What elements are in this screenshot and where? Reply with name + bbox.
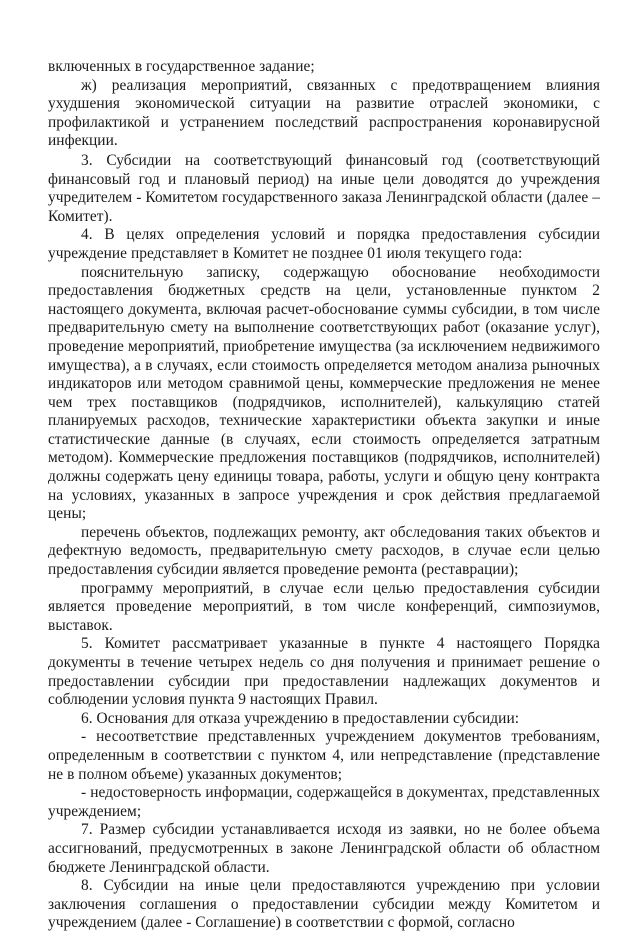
- paragraph-7: 7. Размер субсидии устанавливается исходя из заявки, но не более объема ассигнований, предусмотренных в законе Ленинградской области об областном бюджете Ленинградской области.: [48, 821, 600, 876]
- paragraph-8: 8. Субсидии на иные цели предоставляются учреждению при условии заключения соглашения о предоставлении субсидии между Комитетом и учреждением (далее - Соглашение) в соответствии с формой, согласно: [48, 877, 600, 932]
- paragraph-4-repair-list: перечень объектов, подлежащих ремонту, акт обследования таких объектов и дефектную ведомость, предварительную смету расходов, в случае если целью предоставления субсидии является проведение ремонта (реставрации);: [48, 523, 600, 579]
- paragraph-5: 5. Комитет рассматривает указанные в пункте 4 настоящего Порядка документы в течение четырех недель со дня получения и принимает решение о предоставлении субсидии при предоставлении надлежащих документов и соблюдении условия пункта 9 настоящих Правил.: [48, 635, 600, 709]
- paragraph-6-nonconformity: - несоответствие представленных учреждением документов требованиям, определенным в соответствии с пунктом 4, или непредставление (представление не в полном объеме) указанных документов;: [48, 728, 600, 783]
- paragraph-3: 3. Субсидии на соответствующий финансовый год (соответствующий финансовый год и плановый период) на иные цели доводятся до учреждения учредителем - Комитетом государственного заказа Ленинградской области (далее – Комитет).: [48, 151, 600, 225]
- paragraph-4: 4. В целях определения условий и порядка предоставления субсидии учреждение представляет в Комитет не позднее 01 июля текущего года:: [48, 226, 600, 262]
- paragraph-continuation: включенных в государственное задание;: [48, 58, 315, 75]
- paragraph-4-explanatory-note: пояснительную записку, содержащую обоснование необходимости предоставления бюджетных средств на цели, установленные пунктом 2 настоящего документа, включая расчет-обоснование суммы субсидии, в том числе предварительную смету на выполнение соответствующих работ (оказание услуг), проведение мероприятий, приобретение имущества (за исключением недвижимого имущества), а в случаях, если стоимость определяется методом анализа рыночных индикаторов или методом сравнимой цены, коммерческие предложения не менее чем трех поставщиков (подрядчиков, исполнителей), калькуляцию статей планируемых расходов, технические характеристики объекта закупки и иные статистические данные (в случаях, если стоимость определяется затратным методом). Коммерческие предложения поставщиков (подрядчиков, исполнителей) должны содержать цену единицы товара, работы, услуги и общую цену контракта на условиях, указанных в запросе учреждения и срок действия предлагаемой цены;: [48, 263, 600, 523]
- paragraph-6-unreliability: - недостоверность информации, содержащейся в документах, представленных учреждением;: [48, 784, 600, 820]
- paragraph-6: 6. Основания для отказа учреждению в предоставлении субсидии:: [81, 709, 520, 727]
- paragraph-item-zh: ж) реализация мероприятий, связанных с предотвращением влияния ухудшения экономической ситуации на развитие отраслей экономики, с профилактикой и устранением последствий распространения коронавирусной инфекции.: [48, 76, 600, 150]
- paragraph-4-events-program: программу мероприятий, в случае если целью предоставления субсидии является проведение мероприятий, в том числе конференций, симпозиумов, выставок.: [48, 579, 600, 634]
